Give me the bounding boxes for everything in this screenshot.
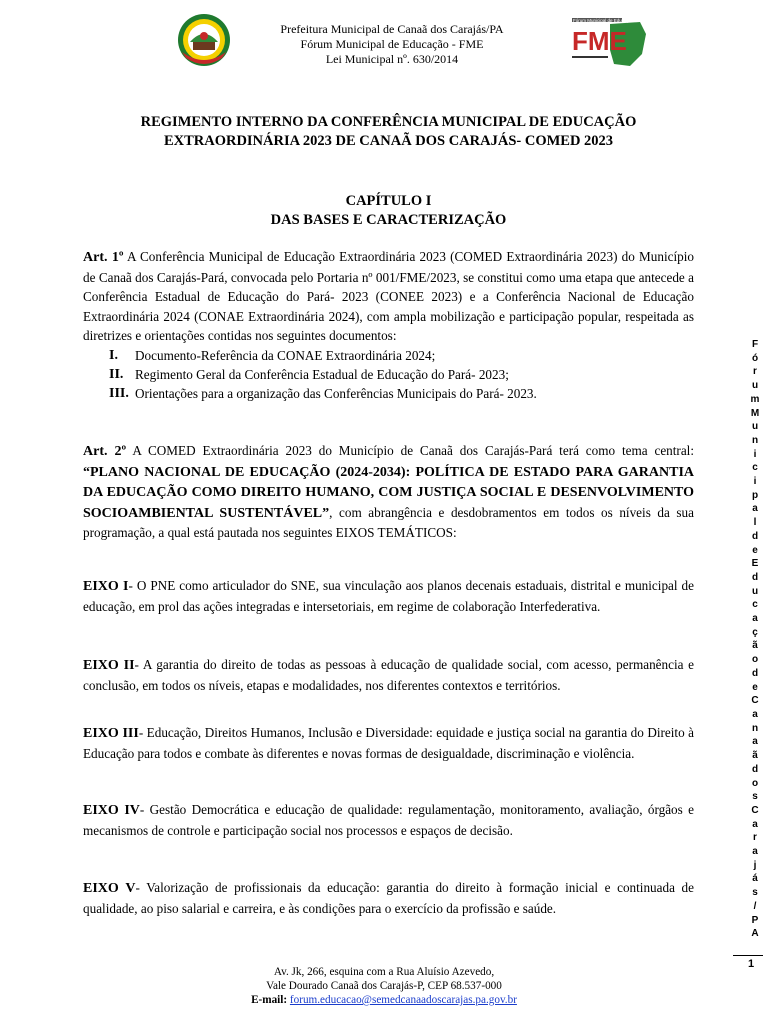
list-item: I. Documento-Referência da CONAE Extraordinária 2024; — [109, 347, 436, 363]
header-line-3: Lei Municipal nº. 630/2014 — [325, 52, 459, 66]
article-1-text: A Conferência Municipal de Educação Extraordinária 2023 (COMED Extraordinária 2023) do Município de Canaã dos Carajás-Pará, convocada pelo Portaria nº 001/FME/2023, se constitui como uma etapa que antecede a Conferência Estadual de Educação do Pará- 2023 (CONEE 2023) e a Conferência Nacional de Educação Extraordinária 2024 (CONAE Extraordinária 2024), com ampla mobilização e participação popular, respeitada as diretrizes e orientações contidas nos seguintes documentos: — [83, 249, 695, 343]
side-text-char: u — [751, 421, 759, 433]
vertical-side-text — [748, 338, 762, 941]
side-text-char: c — [752, 462, 758, 474]
chapter-number: CAPÍTULO I — [345, 193, 432, 209]
fme-logo — [570, 14, 650, 70]
footer-email-line — [0, 993, 768, 1007]
side-text-char: i — [753, 448, 757, 460]
side-text-char: n — [751, 722, 759, 734]
page-number-rule — [733, 955, 763, 956]
list-item: II. Regimento Geral da Conferência Estadual de Educação do Pará- 2023; — [109, 366, 509, 382]
side-text-char: a — [752, 708, 758, 720]
footer-address-2: Vale Dourado Canaã dos Carajás-P, CEP 68.537-000 — [266, 980, 502, 992]
side-text-char: P — [751, 914, 759, 926]
side-text-char: ã — [752, 640, 758, 652]
side-text-char: m — [750, 393, 760, 405]
side-text-char: o — [751, 777, 759, 789]
side-text-char: d — [751, 571, 759, 583]
side-text-char: s — [752, 887, 758, 899]
side-text-char: i — [753, 476, 757, 488]
footer-email-label: E-mail: — [251, 994, 288, 1006]
side-text-char: a — [752, 736, 758, 748]
title-line-2: EXTRAORDINÁRIA 2023 DE CANAÃ DOS CARAJÁS- COMED 2023 — [163, 133, 614, 149]
article-2-label: Art. 2º — [83, 444, 127, 459]
document-title — [83, 113, 694, 151]
article-1 — [83, 247, 694, 403]
side-text-char: o — [751, 654, 759, 666]
side-text-char: C — [751, 804, 759, 816]
side-text-char: a — [752, 613, 758, 625]
side-text-char: a — [752, 818, 758, 830]
side-text-char: l — [753, 517, 757, 529]
side-text-char: á — [752, 873, 758, 885]
side-text-char: d — [751, 530, 759, 542]
list-item: III. Orientações para a organização das Conferências Municipais do Pará- 2023. — [109, 385, 537, 401]
side-text-char: c — [752, 599, 758, 611]
chapter-heading — [83, 192, 694, 230]
side-text-char: r — [753, 366, 757, 378]
header-line-1: Prefeitura Municipal de Canaã dos Carajás/PA — [280, 22, 504, 36]
article-1-list — [83, 346, 694, 403]
side-text-char: e — [752, 681, 758, 693]
side-text-char: a — [752, 503, 758, 515]
side-text-char: u — [751, 380, 759, 392]
side-text-char: d — [751, 667, 759, 679]
eixo-5: EIXO V- Valorização de profissionais da educação: garantia do direito à formação inicial e continuada de qualidade, ao piso salarial e carreira, e às condições para o exercício da profissão e saúde. — [83, 880, 694, 916]
letterhead — [0, 22, 768, 67]
side-text-char: p — [751, 489, 759, 501]
side-text-char: F — [751, 339, 759, 350]
eixo-4: EIXO IV- Gestão Democrática e educação de qualidade: regulamentação, monitoramento, avaliação, órgãos e mecanismos de controle e participação social nos processos e espaços de decisão. — [83, 802, 694, 838]
side-text-char: ç — [752, 626, 758, 638]
eixo-3: EIXO III- Educação, Direitos Humanos, Inclusão e Diversidade: equidade e justiça social na garantia do Direito à Educação para todos e combate às diferentes e novas formas de desigualdade, discriminação e violência. — [83, 725, 694, 761]
eixo-2: EIXO II- A garantia do direito de todas as pessoas à educação de qualidade social, com acesso, permanência e conclusão, em todos os níveis, etapas e modalidades, nos diferentes contextos e territórios. — [83, 657, 694, 693]
article-1-label: Art. 1º — [83, 250, 124, 265]
side-text-char: j — [753, 859, 757, 871]
chapter-title: DAS BASES E CARACTERIZAÇÃO — [270, 212, 507, 228]
side-text-char: ó — [751, 352, 759, 364]
central-theme: “PLANO NACIONAL DE EDUCAÇÃO (2024-2034): POLÍTICA DE ESTADO PARA GARANTIA DA EDUCAÇÃO COMO DIREITO HUMANO, COM JUSTIÇA SOCIAL E DESENVOLVIMENTO SOCIOAMBIENTAL SUSTENTÁVEL” — [83, 464, 694, 521]
side-text-char: / — [753, 900, 757, 912]
side-text-char: A — [751, 928, 759, 940]
side-text-char: a — [752, 846, 758, 858]
footer-address-1: Av. Jk, 266, esquina com a Rua Aluísio Azevedo, — [273, 966, 495, 978]
side-text-char: E — [751, 558, 759, 570]
title-line-1: REGIMENTO INTERNO DA CONFERÊNCIA MUNICIPAL DE EDUCAÇÃO — [140, 114, 637, 130]
fme-logo-caption: Fórum Municipal de Educação — [573, 18, 634, 23]
side-text-char: C — [751, 695, 759, 707]
side-text-char: ã — [752, 750, 758, 762]
footer-email-link[interactable]: forum.educacao@semedcanaadoscarajas.pa.gov.br — [289, 994, 517, 1006]
side-text-char: r — [753, 832, 757, 844]
footer — [0, 965, 768, 1007]
side-text-char: s — [752, 791, 758, 803]
side-text-char: M — [750, 407, 760, 419]
article-2: Art. 2º A COMED Extraordinária 2023 do Município de Canaã dos Carajás-Pará terá como tema central: “PLANO NACIONAL DE EDUCAÇÃO (2024-2034): POLÍTICA DE ESTADO PARA GARANTIA DA EDUCAÇÃO COMO DIREITO HUMANO, COM JUSTIÇA SOCIAL E DESENVOLVIMENTO SOCIOAMBIENTAL SUSTENTÁVEL”, com abrangência e desdobramentos em todos os níveis da sua programação, a qual está pautada nos seguintes EIXOS TEMÁTICOS: — [83, 443, 694, 540]
side-text-char: u — [751, 585, 759, 597]
fme-logo-text: FME — [572, 26, 627, 56]
side-text-char: n — [751, 434, 759, 446]
side-text-char: d — [751, 763, 759, 775]
page-number: 1 — [747, 958, 755, 970]
header-line-2: Fórum Municipal de Educação - FME — [300, 37, 484, 51]
eixo-1: EIXO I- O PNE como articulador do SNE, sua vinculação aos planos decenais estaduais, distrital e municipal de educação, em prol das ações integradas e intersetoriais, em regime de colaboração Interfederativa. — [83, 578, 694, 614]
side-text-char: e — [752, 544, 758, 556]
